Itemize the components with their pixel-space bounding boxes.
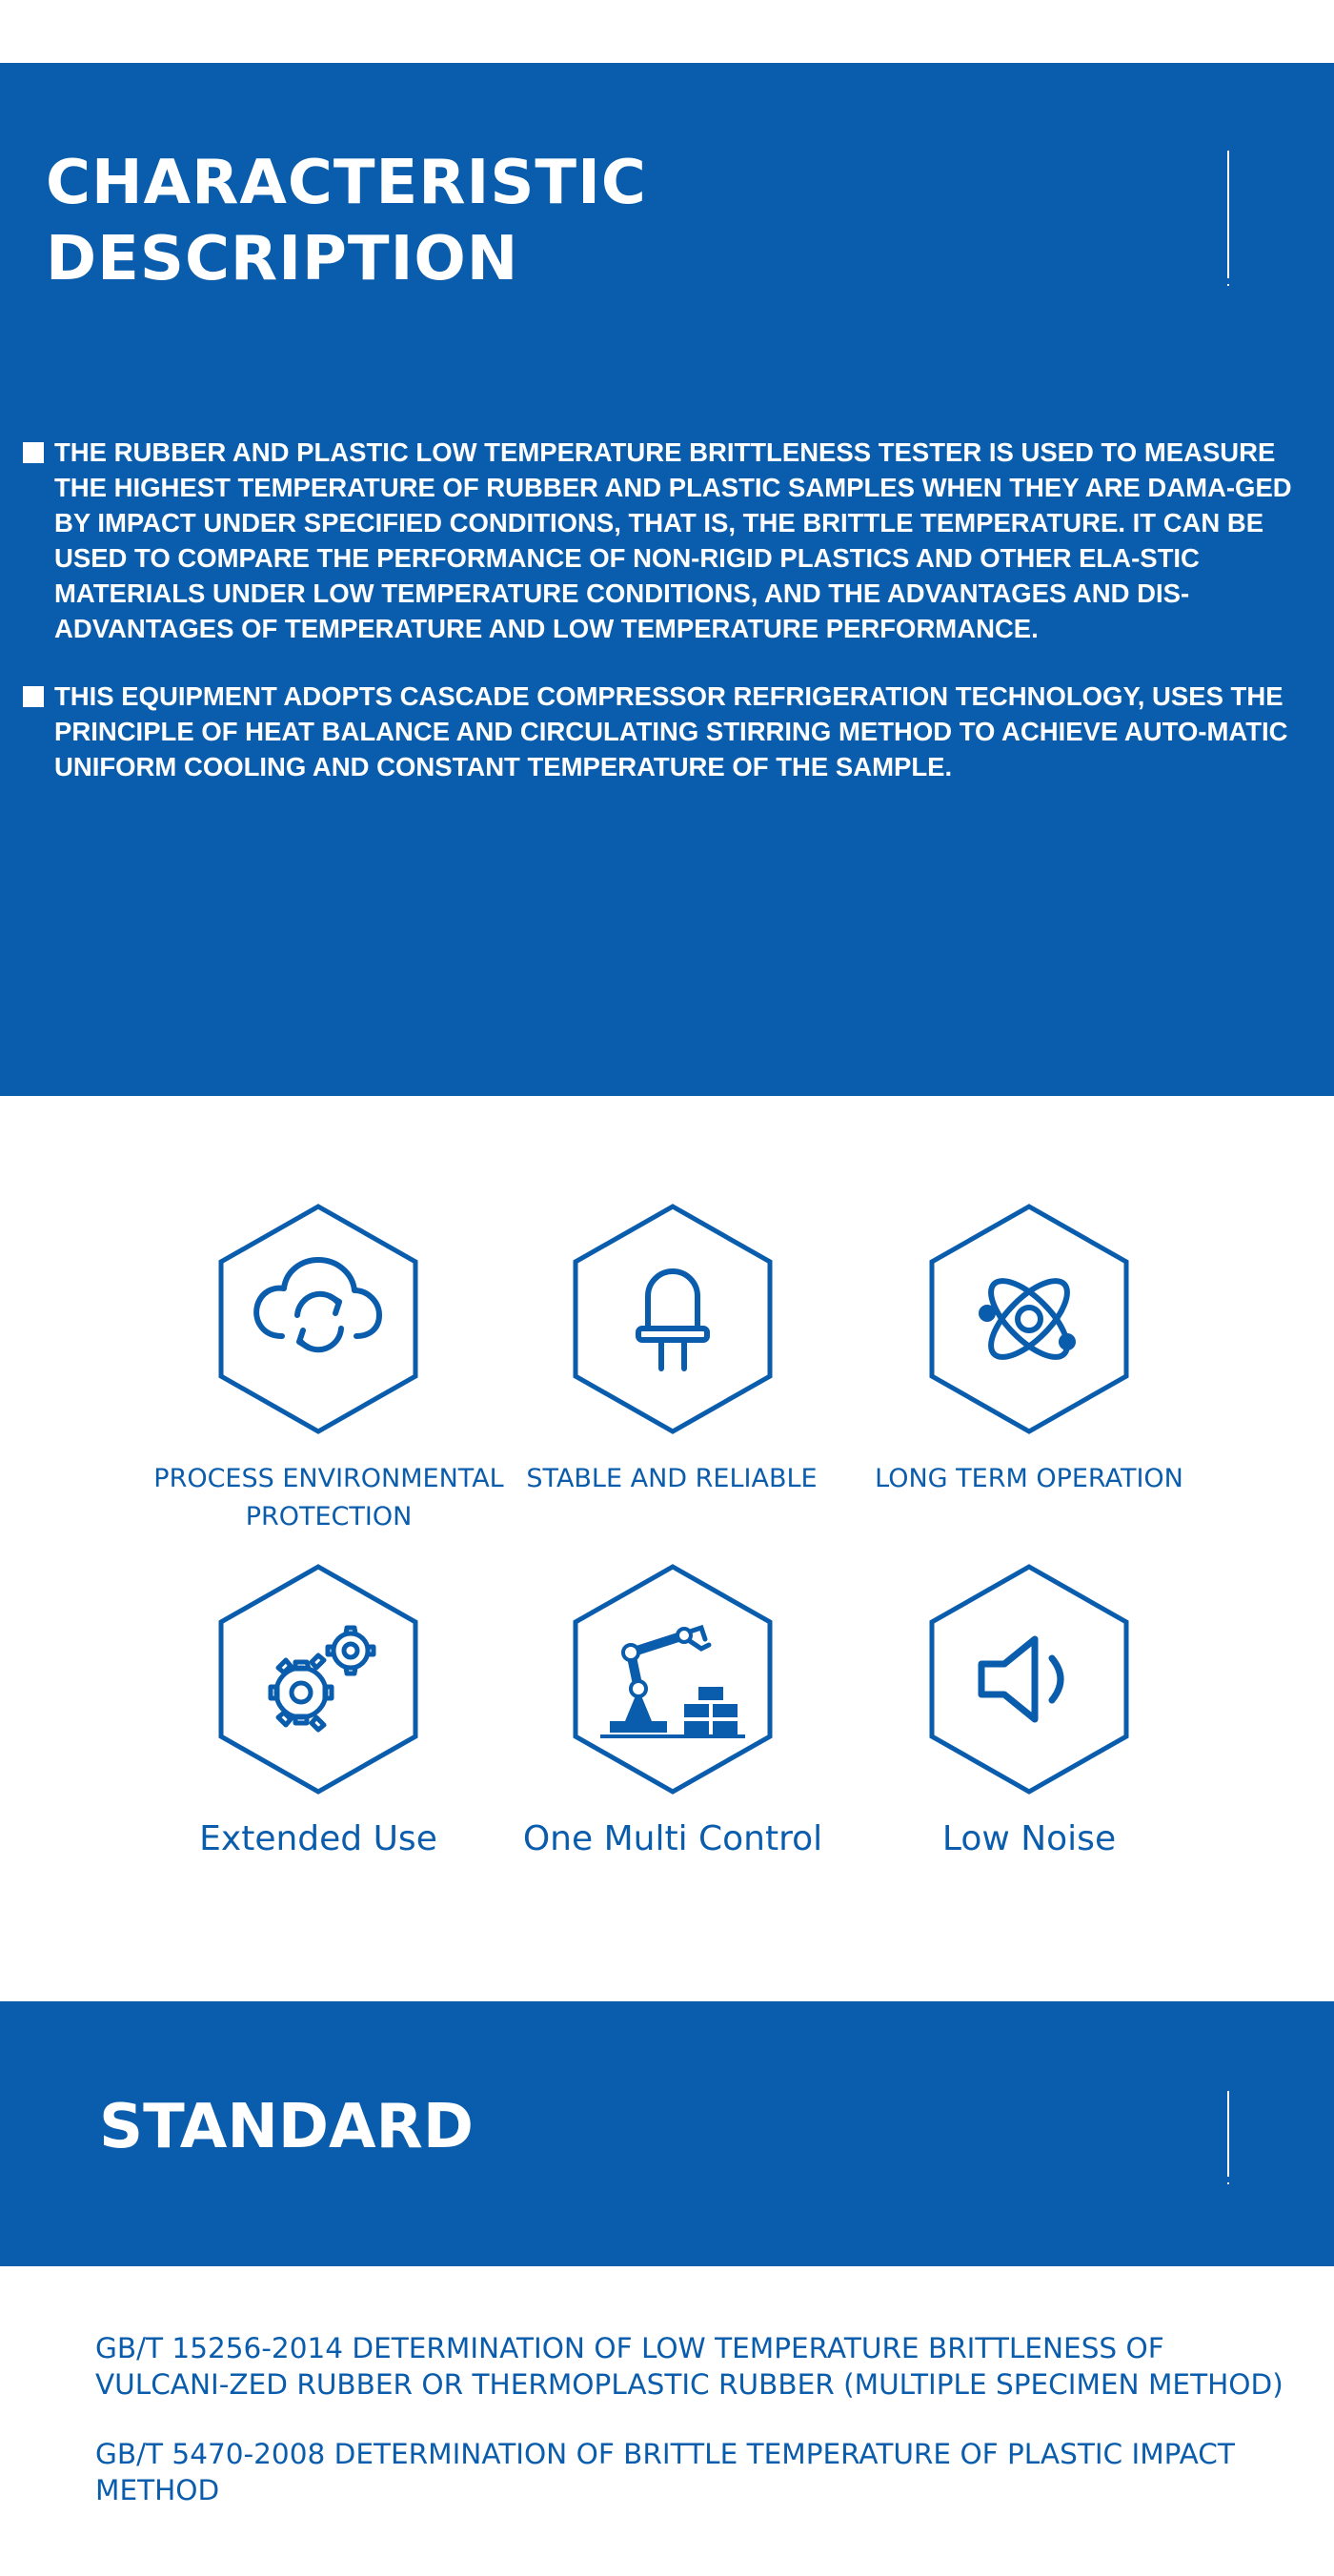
standard-title: STANDARD [99, 2092, 474, 2162]
feature-process-environmental-protection [217, 1203, 419, 1435]
standard-section [0, 2001, 1334, 2266]
feature-label: One Multi Control [522, 1819, 823, 1858]
title-divider [1227, 151, 1229, 278]
description-paragraph [23, 435, 1319, 646]
atom-icon [928, 1203, 1130, 1435]
characteristic-section [0, 63, 1334, 1096]
led-bulb-icon [572, 1203, 774, 1435]
description-paragraph [23, 679, 1319, 784]
features-section [0, 1096, 1334, 2001]
standard-item: GB/T 5470-2008 DETERMINATION OF BRITTLE TEMPERATURE OF PLASTIC IMPACT METHOD [95, 2438, 1235, 2506]
title-divider [1227, 2091, 1229, 2177]
feature-low-noise [928, 1563, 1130, 1795]
robot-arm-icon [572, 1563, 774, 1795]
feature-label: LONG TERM OPERATION [875, 1464, 1183, 1493]
characteristic-title-line2: DESCRIPTION [46, 224, 519, 294]
description-text: THE RUBBER AND PLASTIC LOW TEMPERATURE BRITTLENESS TESTER IS USED TO MEASURE THE HIGHEST TEMPERATURE OF RUBBER AND PLASTIC SAMPLES WHEN THEY ARE DAMA-GED BY IMPACT UNDER SPECIFIED CONDITIONS, THAT IS, THE BRITTLE TEMPERATURE. IT CAN BE USED TO COMPARE THE PERFORMANCE OF NON-RIGID PLASTICS AND OTHER ELA-STIC MATERIALS UNDER LOW TEMPERATURE CONDITIONS, AND THE ADVANTAGES AND DIS-ADVANTAGES OF TEMPERATURE AND LOW TEMPERATURE PERFORMANCE. [54, 437, 1292, 643]
feature-label: PROCESS ENVIRONMENTAL PROTECTION [153, 1464, 504, 1531]
characteristic-title [46, 145, 903, 297]
feature-stable-and-reliable [572, 1203, 774, 1435]
square-bullet-icon [23, 442, 44, 463]
feature-label: Extended Use [199, 1819, 437, 1858]
feature-extended-use [217, 1563, 419, 1795]
feature-long-term-operation [928, 1203, 1130, 1435]
feature-label: STABLE AND RELIABLE [526, 1464, 818, 1493]
square-bullet-icon [23, 686, 44, 707]
gears-icon [217, 1563, 419, 1795]
characteristic-title-line1: CHARACTERISTIC [46, 148, 647, 218]
feature-label: Low Noise [941, 1819, 1117, 1858]
standard-item: GB/T 15256-2014 DETERMINATION OF LOW TEMPERATURE BRITTLENESS OF VULCANI-ZED RUBBER OR THERMOPLASTIC RUBBER (MULTIPLE SPECIMEN METHOD) [95, 2332, 1283, 2401]
speaker-icon [928, 1563, 1130, 1795]
description-text: THIS EQUIPMENT ADOPTS CASCADE COMPRESSOR REFRIGERATION TECHNOLOGY, USES THE PRINCIPLE OF HEAT BALANCE AND CIRCULATING STIRRING METHOD TO ACHIEVE AUTO-MATIC UNIFORM COOLING AND CONSTANT TEMPERATURE OF THE SAMPLE. [54, 681, 1288, 781]
cloud-sync-icon [217, 1203, 419, 1435]
feature-one-multi-control [572, 1563, 774, 1795]
